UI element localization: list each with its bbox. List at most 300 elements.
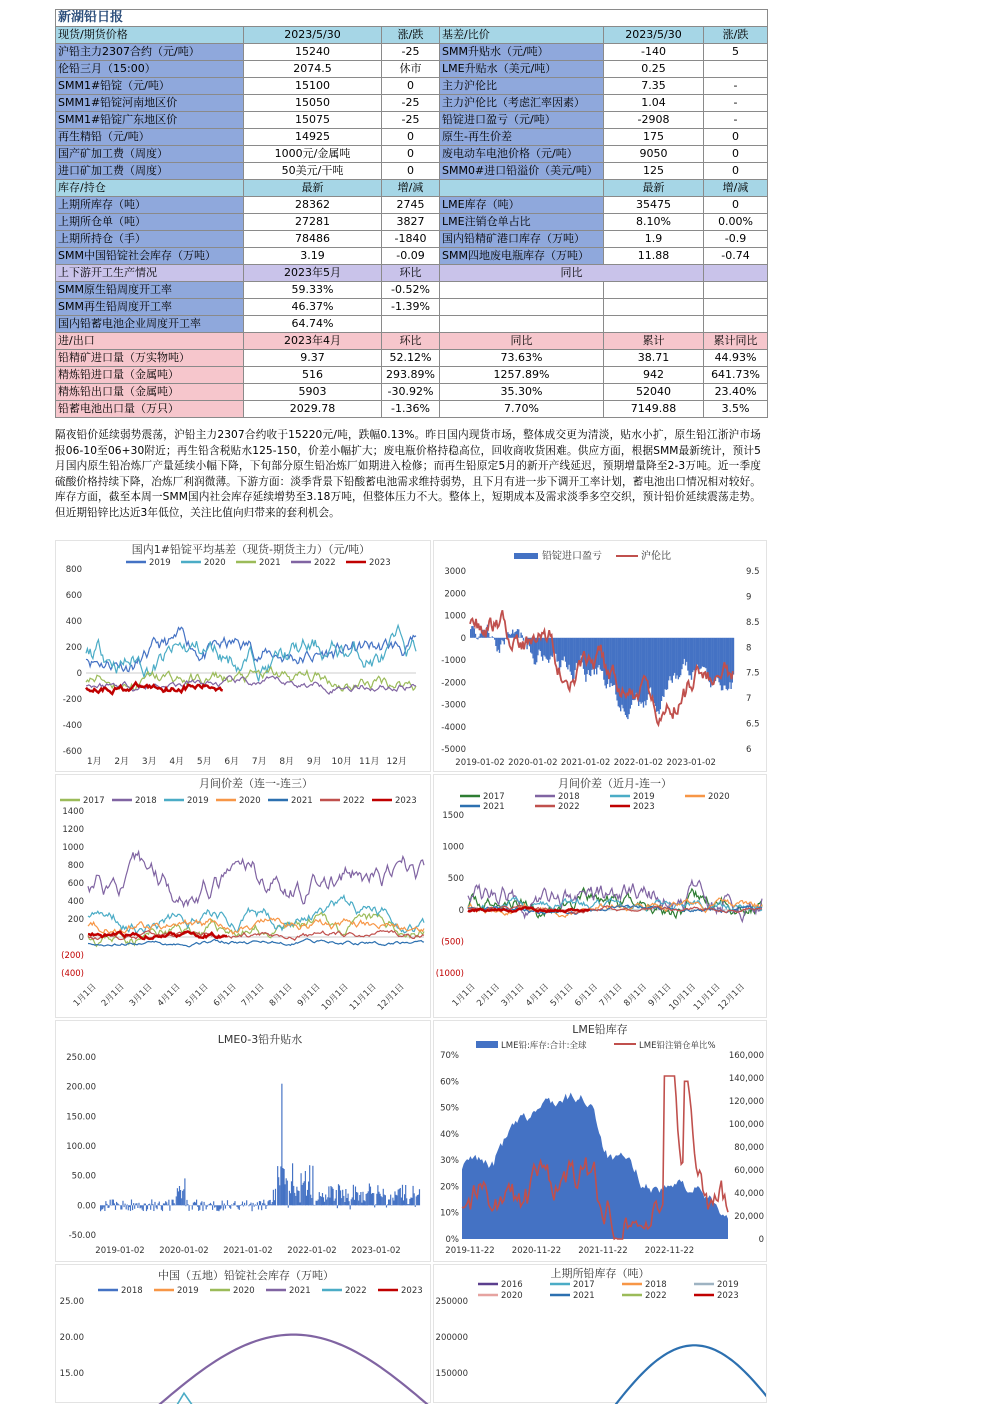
change-cell: 0: [704, 197, 768, 214]
bar: [167, 1205, 168, 1206]
y2-tick-label: 9: [746, 592, 751, 602]
bar: [702, 638, 703, 667]
bar: [699, 638, 700, 670]
bar: [173, 1200, 174, 1206]
x-tick-label: 2020-11-22: [512, 1246, 561, 1256]
row-label: SMM原生铅周度开工率: [56, 282, 244, 299]
bar: [343, 1196, 344, 1205]
change-cell: 2745: [382, 197, 440, 214]
bar: [141, 1205, 142, 1207]
y2-tick-label: 60,000: [734, 1166, 764, 1176]
bar: [370, 1187, 371, 1206]
bar: [365, 1201, 366, 1205]
bar: [480, 634, 481, 638]
change-cell: -1.36%: [382, 401, 440, 418]
x-tick-label: 12月1日: [376, 982, 407, 1013]
stock-row: [56, 248, 768, 265]
bar: [221, 1205, 222, 1208]
x-tick-label: 6月: [224, 756, 239, 767]
change-cell: 0: [382, 163, 440, 180]
bar: [153, 1205, 154, 1211]
bar: [159, 1202, 160, 1206]
bar: [405, 1185, 406, 1205]
y-tick-label: 0: [79, 933, 84, 943]
bar: [303, 1183, 304, 1206]
bar: [217, 1205, 218, 1210]
bar: [674, 638, 675, 673]
bar: [296, 1187, 297, 1206]
bar: [562, 638, 563, 661]
bar: [394, 1191, 395, 1205]
bar: [260, 1201, 261, 1205]
price-row: [56, 146, 768, 163]
bar: [618, 638, 619, 707]
bar: [179, 1186, 180, 1205]
bar: [271, 1204, 272, 1205]
bar: [661, 638, 662, 701]
bar: [414, 1193, 415, 1205]
x-tick-label: 2022-01-02: [287, 1246, 336, 1256]
legend-label: 2023: [401, 1286, 423, 1296]
chart-shfe-stock: [433, 1264, 767, 1403]
bar: [620, 638, 621, 712]
cum-cell: 942: [604, 367, 704, 384]
row-label: 上期所持仓（手）: [56, 231, 244, 248]
bar: [132, 1205, 133, 1210]
y-tick-label: 60%: [440, 1077, 459, 1087]
bar: [364, 1200, 365, 1205]
bar: [302, 1185, 303, 1206]
bar: [176, 1196, 177, 1205]
legend-label: 2017: [483, 792, 505, 802]
bar: [366, 1194, 367, 1205]
row-label: 上期所库存（吨）: [56, 197, 244, 214]
x-tick-label: 3月: [142, 756, 157, 767]
bar: [120, 1205, 121, 1209]
y2-tick-label: 6: [746, 745, 751, 755]
bar: [282, 1168, 283, 1205]
chart-import-ratio: [433, 540, 767, 772]
legend-label: 2023: [633, 802, 655, 812]
legend-label: 铅锭进口盈亏: [542, 549, 602, 562]
bar: [409, 1199, 410, 1205]
y-tick-label: 20%: [440, 1182, 459, 1192]
y2-tick-label: 40,000: [734, 1189, 764, 1199]
bar: [390, 1195, 391, 1206]
bar: [114, 1203, 115, 1205]
value-cell: 11.88: [604, 248, 704, 265]
bar: [174, 1203, 175, 1205]
bar: [493, 637, 494, 638]
chart-basis: [55, 540, 431, 772]
cum-cell: 52040: [604, 384, 704, 401]
bar: [402, 1185, 403, 1206]
cum-cell: 38.71: [604, 350, 704, 367]
value-cell: -2908: [604, 112, 704, 129]
bar: [316, 1201, 317, 1206]
bar: [340, 1190, 341, 1205]
x-tick-label: 2021-01-02: [223, 1246, 272, 1256]
bar: [351, 1199, 352, 1205]
bar: [199, 1205, 200, 1210]
header-cell: 库存/持仓: [56, 180, 244, 197]
bar: [100, 1205, 101, 1211]
bar: [548, 638, 549, 663]
bar: [146, 1205, 147, 1211]
bar: [668, 638, 669, 681]
bar: [172, 1200, 173, 1206]
bar: [640, 638, 641, 704]
row-label: 主力沪伦比: [440, 78, 604, 95]
chart-title: 月间价差（连一-连三）: [199, 776, 313, 790]
y-tick-label: 0%: [446, 1235, 460, 1245]
bar: [703, 638, 704, 667]
bar: [175, 1205, 176, 1206]
y-tick-label: 100.00: [66, 1142, 96, 1152]
row-label: LME库存（吨）: [440, 197, 604, 214]
bar: [407, 1204, 408, 1205]
bar: [301, 1173, 302, 1205]
change-cell: [382, 316, 440, 333]
bar: [494, 638, 495, 640]
bar: [655, 638, 656, 706]
bar: [115, 1205, 116, 1210]
header-cell: 累计: [604, 333, 704, 350]
bar: [110, 1200, 111, 1206]
bar: [681, 638, 682, 669]
bar: [670, 638, 671, 681]
chart-title: 国内1#铅锭平均基差（现货-期货主力）（元/吨）: [132, 542, 370, 556]
report-sheet: [55, 9, 767, 418]
y-tick-label: 1000: [62, 843, 84, 853]
bar: [344, 1202, 345, 1205]
bar: [380, 1194, 381, 1206]
row-label: SMM再生铅周度开工率: [56, 299, 244, 316]
bar: [383, 1189, 384, 1206]
bar: [386, 1205, 387, 1207]
chart-title: 上期所铅库存（吨）: [551, 1266, 650, 1280]
bar: [496, 638, 497, 652]
bar: [201, 1201, 202, 1205]
legend-label: 2022: [343, 796, 365, 806]
change-cell: 293.89%: [382, 367, 440, 384]
legend-label: 2021: [483, 802, 505, 812]
x-tick-label: 9月: [307, 756, 322, 767]
y-tick-label: 40%: [440, 1130, 459, 1140]
market-commentary: 隔夜铅价延续弱势震荡，沪铅主力2307合约收于15220元/吨，跌幅0.13%。昨日国内现货市场，整体成交更为清淡，贴水小扩，原生铅江浙沪市场报06-10至06+30附近；再生铅含税贴水125-150，价差小幅扩大；废电瓶价格持稳高位，回收商收货困难。供应方面，根据SMM最新统计，预计5月国内原生铅冶炼厂产量延续小幅下降，下旬部分原生铅冶炼厂如期进入检修；而再生铅原定5月的新开产线延迟，预期增量降至2-3万吨。近一季度硫酸价格持续下降，冶炼厂利润微薄。下游方面：淡季背景下铅酸蓄电池需求维持弱势，且下月有进一步下调开工率计划，蓄电池出口情况相对较好。库存方面，截至本周一SMM国内社会库存延续增势至3.18万吨，但整体压力不大。整体上，短期成本及需求淡季多空交织，预计铅价延续震荡走势。但近期铅锌比达近3年低位，关注比值向归带来的套利机会。: [55, 428, 761, 522]
header-cell: 2023年4月: [244, 333, 382, 350]
chart-lme-stock: [433, 1020, 767, 1262]
x-tick-label: 1月1日: [451, 982, 478, 1009]
change-cell: -0.9: [704, 231, 768, 248]
y-tick-label: -2000: [441, 678, 466, 688]
bar: [136, 1203, 137, 1205]
x-tick-label: 4月1日: [524, 982, 551, 1009]
legend-label: 2023: [395, 796, 417, 806]
bar: [144, 1204, 145, 1206]
y-tick-label: 15.00: [60, 1369, 84, 1379]
y-tick-label: 1500: [442, 811, 464, 821]
change-cell: 休市: [382, 61, 440, 78]
legend-label: 2020: [501, 1291, 523, 1301]
x-tick-label: 4月: [169, 756, 184, 767]
x-tick-label: 5月: [197, 756, 212, 767]
value-cell: 3.19: [244, 248, 382, 265]
bar: [192, 1205, 193, 1209]
bar: [502, 638, 503, 641]
legend-label: 2021: [259, 558, 281, 568]
legend-label: 2021: [573, 1291, 595, 1301]
chart-title: 月间价差（近月-连一）: [558, 776, 672, 790]
bar: [396, 1195, 397, 1206]
change-cell: -0.52%: [382, 282, 440, 299]
bar: [145, 1204, 146, 1206]
bar: [253, 1203, 254, 1205]
bar: [538, 638, 539, 650]
bar: [354, 1200, 355, 1206]
bar: [320, 1196, 321, 1205]
y-tick-label: 3000: [444, 567, 466, 577]
bar: [711, 638, 712, 682]
bar: [636, 638, 637, 693]
bar: [381, 1196, 382, 1205]
bar: [106, 1204, 107, 1206]
value-cell: 516: [244, 367, 382, 384]
bar: [304, 1181, 305, 1205]
value-cell: 14925: [244, 129, 382, 146]
operation-table-header: [56, 265, 768, 282]
bar: [270, 1200, 271, 1205]
bar: [128, 1205, 129, 1210]
row-label: 再生精铅（元/吨）: [56, 129, 244, 146]
bar: [166, 1202, 167, 1205]
header-cell: 2023年5月: [244, 265, 382, 282]
x-tick-label: 4月1日: [156, 982, 183, 1009]
bar: [633, 638, 634, 700]
bar: [687, 638, 688, 671]
bar: [399, 1189, 400, 1205]
legend-label: 2023: [369, 558, 391, 568]
bar: [156, 1205, 157, 1207]
legend-label: 2023: [717, 1291, 739, 1301]
bar: [256, 1205, 257, 1206]
y-tick-label: -1000: [441, 656, 466, 666]
row-label: 国内铅蓄电池企业周度开工率: [56, 316, 244, 333]
bar: [118, 1204, 119, 1205]
change-cell: -25: [382, 95, 440, 112]
y-tick-label: 1400: [62, 807, 84, 817]
y-tick-label: 10%: [440, 1209, 459, 1219]
bar: [693, 638, 694, 671]
bar: [717, 638, 718, 678]
y-tick-label: (500): [441, 937, 464, 947]
bar: [196, 1200, 197, 1206]
bar: [325, 1195, 326, 1206]
bar: [573, 638, 574, 679]
row-label: 进口矿加工费（周度）: [56, 163, 244, 180]
header-cell: 涨/跌: [704, 27, 768, 44]
row-label: 铅锭进口盈亏（元/吨）: [440, 112, 604, 129]
legend-label: 2017: [573, 1280, 595, 1290]
bar: [264, 1204, 265, 1206]
bar: [157, 1205, 158, 1209]
bar: [489, 637, 490, 638]
y-tick-label: -600: [63, 747, 82, 757]
row-label: 铅蓄电池出口量（万只）: [56, 401, 244, 418]
bar: [259, 1201, 260, 1205]
bar: [211, 1204, 212, 1205]
header-cell: [704, 265, 768, 282]
bar: [679, 638, 680, 677]
change-cell: -1840: [382, 231, 440, 248]
bar: [278, 1177, 279, 1205]
y-tick-label: 0: [77, 669, 82, 679]
bar: [495, 638, 496, 646]
row-label: 精炼铅进口量（金属吨）: [56, 367, 244, 384]
bar: [147, 1205, 148, 1209]
bar: [560, 638, 561, 667]
bar: [658, 638, 659, 714]
bar: [542, 638, 543, 661]
y-tick-label: 30%: [440, 1156, 459, 1166]
bar: [213, 1201, 214, 1205]
bar: [306, 1196, 307, 1206]
bar: [122, 1201, 123, 1206]
bar: [269, 1200, 270, 1205]
bar: [197, 1205, 198, 1207]
stock-row: [56, 197, 768, 214]
y2-tick-label: 0: [759, 1235, 764, 1245]
operation-row: [56, 299, 768, 316]
legend-swatch: [476, 1041, 498, 1048]
row-label: SMM1#铅锭（元/吨）: [56, 78, 244, 95]
y-tick-label: 0: [461, 634, 466, 644]
bar: [645, 638, 646, 706]
empty-cell: [704, 299, 768, 316]
bar: [330, 1186, 331, 1205]
cum-yoy-cell: 3.5%: [704, 401, 768, 418]
x-tick-label: 6月1日: [212, 982, 239, 1009]
bar: [690, 638, 691, 676]
y-tick-label: 400: [66, 617, 82, 627]
bar: [233, 1203, 234, 1206]
bar: [667, 638, 668, 690]
bar: [274, 1200, 275, 1205]
series-line: [176, 1393, 192, 1404]
bar: [678, 638, 679, 680]
bar: [183, 1189, 184, 1205]
bar: [607, 638, 608, 684]
bar: [194, 1202, 195, 1206]
series-line: [88, 939, 424, 947]
trade-row: [56, 384, 768, 401]
y-tick-label: (400): [61, 969, 84, 979]
bar: [218, 1205, 219, 1211]
bar: [337, 1205, 338, 1208]
bar: [168, 1200, 169, 1206]
value-cell: 27281: [244, 214, 382, 231]
y-tick-label: 600: [66, 591, 82, 601]
x-tick-label: 3月1日: [128, 982, 155, 1009]
bar: [568, 638, 569, 665]
y-tick-label: 800: [66, 565, 82, 575]
bar: [566, 638, 567, 667]
bar: [309, 1165, 310, 1205]
bar: [205, 1205, 206, 1206]
x-tick-label: 9月1日: [647, 982, 674, 1009]
bar: [281, 1084, 282, 1206]
bar: [209, 1204, 210, 1205]
x-tick-label: 3月1日: [500, 982, 527, 1009]
bar: [272, 1202, 273, 1205]
bar: [500, 638, 501, 645]
bar: [140, 1205, 141, 1208]
value-cell: 175: [604, 129, 704, 146]
stock-row: [56, 214, 768, 231]
header-cell: [440, 180, 604, 197]
bar: [419, 1189, 420, 1205]
y-tick-label: 0: [459, 906, 464, 916]
bar: [673, 638, 674, 676]
y-tick-label: -50.00: [69, 1231, 96, 1241]
bar: [643, 638, 644, 708]
bar: [476, 638, 477, 639]
empty-cell: [704, 316, 768, 333]
chart-spread12: [433, 774, 767, 1018]
chart-lme-spread: [55, 1020, 431, 1262]
bar: [564, 638, 565, 657]
bar: [654, 638, 655, 703]
bar: [572, 638, 573, 681]
bar: [598, 638, 599, 665]
row-label: SMM中国铅锭社会库存（万吨）: [56, 248, 244, 265]
bar: [574, 638, 575, 670]
value-cell: 50美元/干吨: [244, 163, 382, 180]
bar: [680, 638, 681, 675]
chart-title: 中国（五地）铅锭社会库存（万吨）: [158, 1268, 334, 1282]
bar: [708, 638, 709, 675]
bar: [261, 1205, 262, 1210]
series-line: [600, 1345, 766, 1404]
legend-label: 2017: [83, 796, 105, 806]
bar: [726, 638, 727, 689]
bar: [382, 1197, 383, 1205]
empty-cell: [440, 299, 604, 316]
x-tick-label: 7月: [252, 756, 267, 767]
x-tick-label: 1月: [87, 756, 102, 767]
bar: [549, 638, 550, 660]
bar: [161, 1205, 162, 1210]
bar: [660, 638, 661, 710]
y-tick-label: 500: [448, 874, 464, 884]
change-cell: 0: [704, 146, 768, 163]
bar: [646, 638, 647, 700]
bar: [131, 1200, 132, 1206]
bar: [206, 1205, 207, 1209]
bar: [162, 1205, 163, 1211]
bar: [374, 1205, 375, 1207]
bar: [154, 1202, 155, 1205]
bar: [714, 638, 715, 680]
x-tick-label: 8月1日: [268, 982, 295, 1009]
bar: [135, 1204, 136, 1206]
change-cell: [704, 61, 768, 78]
bar: [360, 1192, 361, 1205]
x-tick-label: 6月1日: [573, 982, 600, 1009]
change-cell: 0: [382, 129, 440, 146]
row-label: 精炼铅出口量（金属吨）: [56, 384, 244, 401]
x-tick-label: 2020-01-02: [508, 758, 557, 768]
